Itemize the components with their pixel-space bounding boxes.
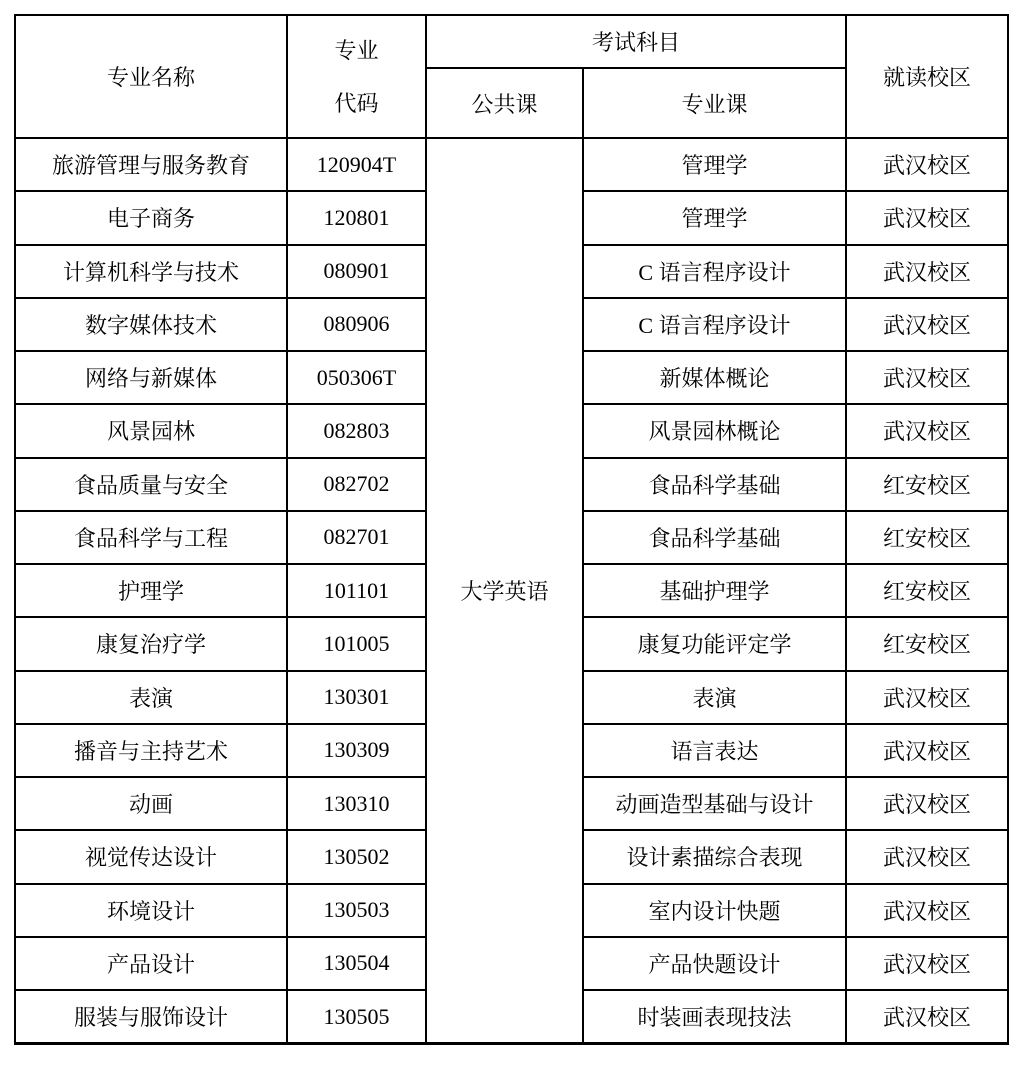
major-name-cell: 网络与新媒体 [15,351,287,404]
campus-cell: 武汉校区 [846,777,1008,830]
campus-cell: 武汉校区 [846,724,1008,777]
campus-cell: 红安校区 [846,617,1008,670]
major-course-cell: 新媒体概论 [583,351,846,404]
campus-cell: 武汉校区 [846,191,1008,244]
campus-cell: 武汉校区 [846,138,1008,191]
major-name-cell: 康复治疗学 [15,617,287,670]
major-name-cell: 计算机科学与技术 [15,245,287,298]
major-name-cell: 风景园林 [15,404,287,457]
campus-cell: 红安校区 [846,564,1008,617]
campus-cell: 武汉校区 [846,404,1008,457]
major-code-cell: 101005 [287,617,426,670]
major-name-cell: 服装与服饰设计 [15,990,287,1044]
header-major-code [287,15,426,138]
major-code-cell: 130502 [287,830,426,883]
campus-cell: 红安校区 [846,458,1008,511]
major-name-cell: 食品科学与工程 [15,511,287,564]
campus-cell: 武汉校区 [846,351,1008,404]
header-exam-subjects: 考试科目 [426,15,846,68]
major-code-cell: 050306T [287,351,426,404]
major-code-cell: 130504 [287,937,426,990]
major-course-cell: 风景园林概论 [583,404,846,457]
major-code-cell: 130505 [287,990,426,1044]
major-course-cell: 食品科学基础 [583,458,846,511]
major-code-cell: 082702 [287,458,426,511]
major-course-cell: 室内设计快题 [583,884,846,937]
header-row-top [15,15,1008,68]
major-code-cell: 101101 [287,564,426,617]
major-course-cell: 产品快题设计 [583,937,846,990]
major-name-cell: 旅游管理与服务教育 [15,138,287,191]
major-code-cell: 120801 [287,191,426,244]
major-name-cell: 播音与主持艺术 [15,724,287,777]
major-course-cell: 康复功能评定学 [583,617,846,670]
major-code-cell: 080901 [287,245,426,298]
exam-subjects-table [14,14,1009,1045]
major-course-cell: 基础护理学 [583,564,846,617]
major-course-cell: 设计素描综合表现 [583,830,846,883]
campus-cell: 武汉校区 [846,671,1008,724]
campus-cell: 红安校区 [846,511,1008,564]
header-public-course: 公共课 [426,68,583,138]
major-course-cell: 时装画表现技法 [583,990,846,1044]
major-code-cell: 120904T [287,138,426,191]
major-code-cell: 130310 [287,777,426,830]
header-major-code-line1: 专业 [334,37,379,63]
major-name-cell: 视觉传达设计 [15,830,287,883]
table-row [15,138,1008,191]
major-code-cell: 130301 [287,671,426,724]
major-course-cell: 管理学 [583,138,846,191]
header-campus: 就读校区 [846,15,1008,138]
campus-cell: 武汉校区 [846,830,1008,883]
campus-cell: 武汉校区 [846,245,1008,298]
major-course-cell: 表演 [583,671,846,724]
major-name-cell: 产品设计 [15,937,287,990]
major-code-cell: 080906 [287,298,426,351]
major-name-cell: 电子商务 [15,191,287,244]
major-code-cell: 082803 [287,404,426,457]
public-course-cell: 大学英语 [426,138,583,1044]
major-course-cell: C 语言程序设计 [583,245,846,298]
major-name-cell: 护理学 [15,564,287,617]
major-course-cell: C 语言程序设计 [583,298,846,351]
major-course-cell: 管理学 [583,191,846,244]
header-major-course: 专业课 [583,68,846,138]
major-course-cell: 动画造型基础与设计 [583,777,846,830]
major-name-cell: 数字媒体技术 [15,298,287,351]
major-code-cell: 130309 [287,724,426,777]
major-code-cell: 082701 [287,511,426,564]
major-name-cell: 表演 [15,671,287,724]
major-code-cell: 130503 [287,884,426,937]
header-major-name: 专业名称 [15,15,287,138]
campus-cell: 武汉校区 [846,990,1008,1044]
campus-cell: 武汉校区 [846,937,1008,990]
campus-cell: 武汉校区 [846,298,1008,351]
header-major-code-line2: 代码 [334,90,379,116]
major-course-cell: 语言表达 [583,724,846,777]
campus-cell: 武汉校区 [846,884,1008,937]
major-name-cell: 环境设计 [15,884,287,937]
major-course-cell: 食品科学基础 [583,511,846,564]
major-name-cell: 食品质量与安全 [15,458,287,511]
major-name-cell: 动画 [15,777,287,830]
